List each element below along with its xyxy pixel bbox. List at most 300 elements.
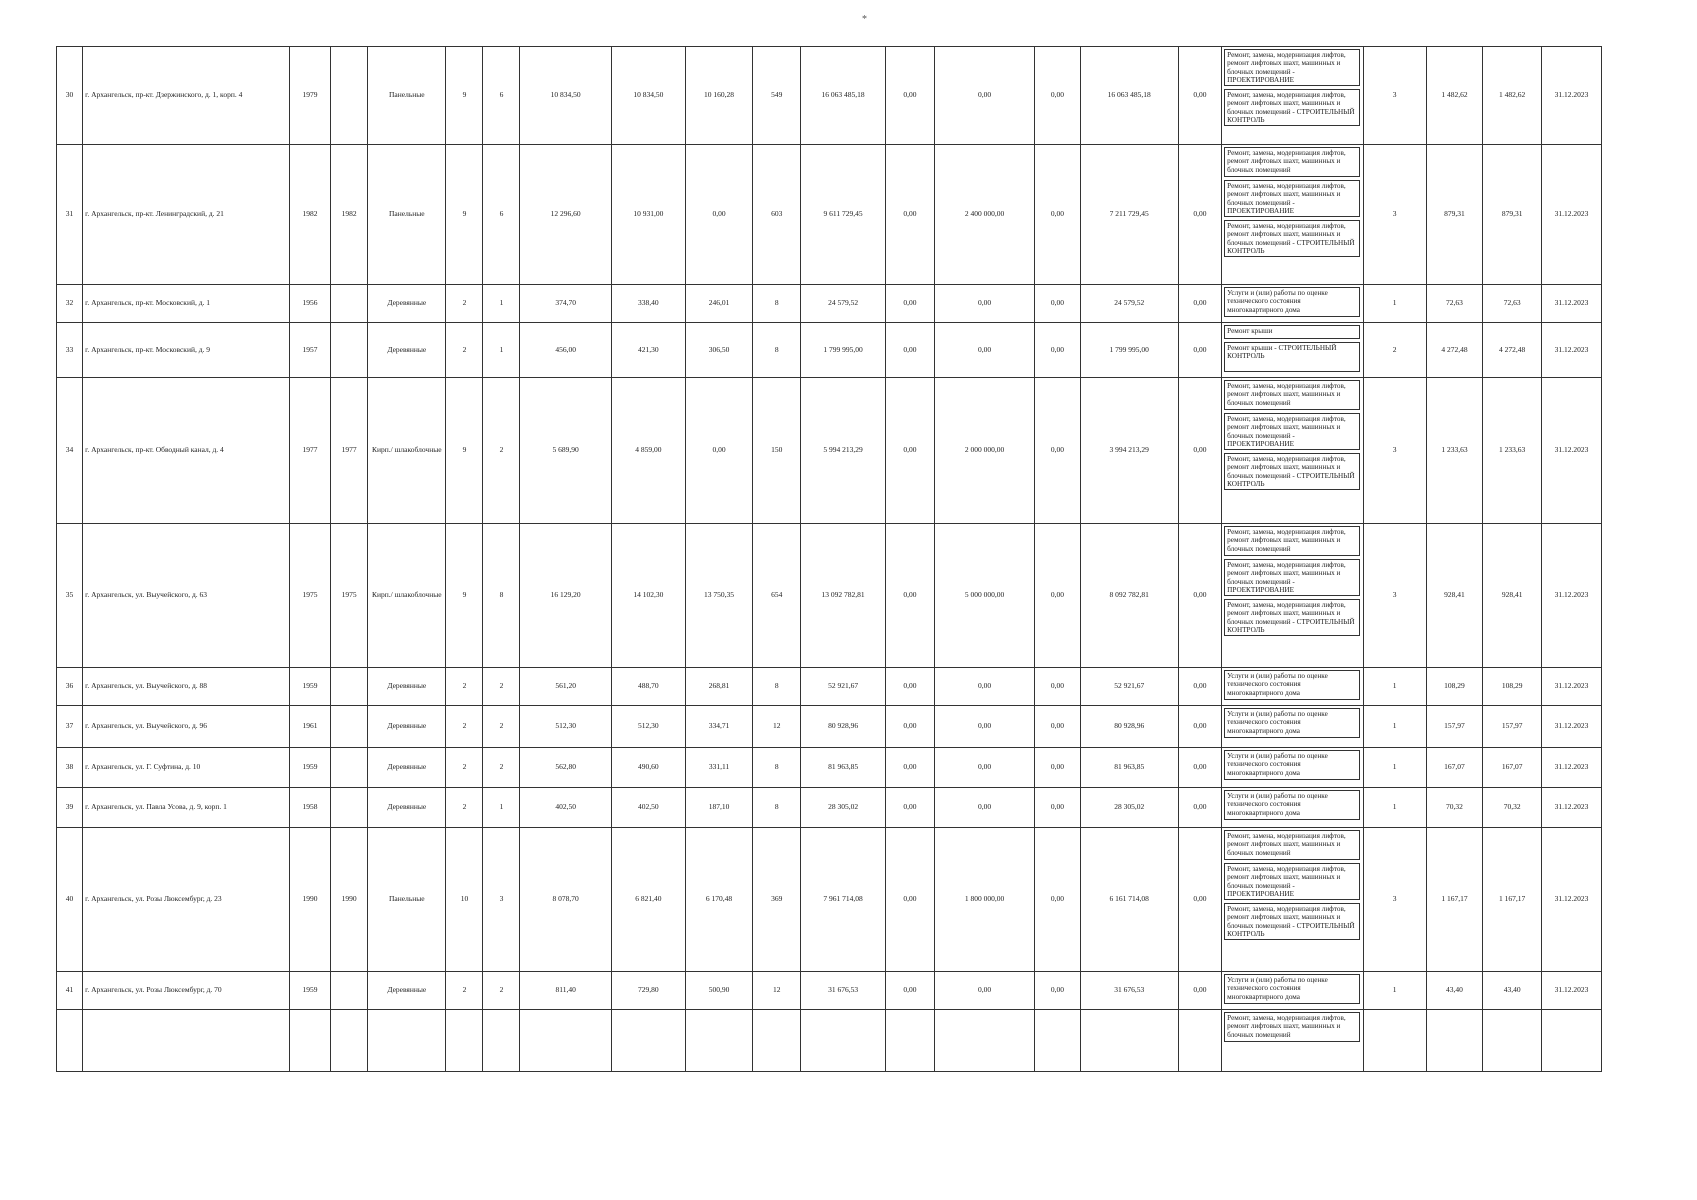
region-cost-cell: 0,00	[934, 706, 1034, 748]
fund-cost-cell	[886, 1010, 935, 1072]
year-commission-cell: 1975	[331, 524, 368, 668]
completion-date-cell: 31.12.2023	[1542, 145, 1602, 285]
other-cost-cell: 0,00	[1178, 706, 1222, 748]
table-row	[57, 524, 1602, 668]
wall-material-cell: Деревянные	[368, 748, 446, 788]
wall-material-cell: Деревянные	[368, 706, 446, 748]
floors-cell: 2	[446, 706, 483, 748]
address-cell: г. Архангельск, ул. Выучейского, д. 96	[83, 706, 290, 748]
living-area-cell: 338,40	[611, 285, 685, 323]
region-cost-cell	[934, 1010, 1034, 1072]
cost-cell: 5 994 213,29	[801, 378, 886, 524]
address-cell: г. Архангельск, пр-кт. Ленинградский, д. 21	[83, 145, 290, 285]
unit-cost-cell: 72,63	[1426, 285, 1483, 323]
total-area-cell: 374,70	[520, 285, 611, 323]
owners-cost-cell: 31 676,53	[1080, 972, 1178, 1010]
row-number: 36	[57, 668, 83, 706]
other-cost-cell: 0,00	[1178, 668, 1222, 706]
table-row	[57, 1010, 1602, 1072]
private-area-cell: 306,50	[685, 323, 752, 378]
owners-cost-cell: 24 579,52	[1080, 285, 1178, 323]
private-area-cell: 246,01	[685, 285, 752, 323]
other-cost-cell: 0,00	[1178, 47, 1222, 145]
entrances-cell: 2	[483, 378, 520, 524]
owners-cost-cell: 52 921,67	[1080, 668, 1178, 706]
year-built-cell: 1959	[289, 668, 330, 706]
wall-material-cell: Панельные	[368, 828, 446, 972]
row-number: 40	[57, 828, 83, 972]
table-row	[57, 285, 1602, 323]
floors-cell: 9	[446, 378, 483, 524]
private-area-cell: 334,71	[685, 706, 752, 748]
region-cost-cell: 0,00	[934, 285, 1034, 323]
local-cost-cell: 0,00	[1035, 145, 1081, 285]
cost-cell: 80 928,96	[801, 706, 886, 748]
address-cell: г. Архангельск, ул. Выучейского, д. 88	[83, 668, 290, 706]
work-item: Ремонт, замена, модернизация лифтов, ремонт лифтовых шахт, машинных и блочных помещений - ПРОЕКТИРОВАНИЕ	[1224, 413, 1359, 450]
unit-cost-cell: 157,97	[1426, 706, 1483, 748]
fund-cost-cell: 0,00	[886, 323, 935, 378]
living-area-cell: 512,30	[611, 706, 685, 748]
cost-cell: 24 579,52	[801, 285, 886, 323]
completion-date-cell: 31.12.2023	[1542, 828, 1602, 972]
works-cell	[1222, 378, 1363, 524]
works-cell	[1222, 1010, 1363, 1072]
row-number: 41	[57, 972, 83, 1010]
owners-cost-cell: 3 994 213,29	[1080, 378, 1178, 524]
entrances-cell: 6	[483, 47, 520, 145]
private-area-cell: 10 160,28	[685, 47, 752, 145]
cost-cell: 31 676,53	[801, 972, 886, 1010]
work-item: Ремонт, замена, модернизация лифтов, ремонт лифтовых шахт, машинных и блочных помещений - СТРОИТЕЛЬНЫЙ КОНТРОЛЬ	[1224, 599, 1359, 636]
unit-cost-cell: 70,32	[1426, 788, 1483, 828]
total-area-cell: 561,20	[520, 668, 611, 706]
max-cost-cell: 157,97	[1483, 706, 1542, 748]
local-cost-cell: 0,00	[1035, 285, 1081, 323]
living-area-cell: 402,50	[611, 788, 685, 828]
work-item: Услуги и (или) работы по оценке технического состояния многоквартирного дома	[1224, 750, 1359, 780]
owners-cost-cell	[1080, 1010, 1178, 1072]
entrances-cell: 2	[483, 748, 520, 788]
address-cell: г. Архангельск, ул. Павла Усова, д. 9, корп. 1	[83, 788, 290, 828]
row-number: 35	[57, 524, 83, 668]
residents-cell: 603	[753, 145, 801, 285]
max-cost-cell: 1 233,63	[1483, 378, 1542, 524]
living-area-cell: 729,80	[611, 972, 685, 1010]
max-cost-cell: 108,29	[1483, 668, 1542, 706]
fund-cost-cell: 0,00	[886, 285, 935, 323]
year-commission-cell	[331, 323, 368, 378]
owners-cost-cell: 1 799 995,00	[1080, 323, 1178, 378]
floors-cell: 2	[446, 972, 483, 1010]
works-cell	[1222, 972, 1363, 1010]
fund-cost-cell: 0,00	[886, 47, 935, 145]
max-cost-cell: 928,41	[1483, 524, 1542, 668]
works-cell	[1222, 748, 1363, 788]
address-cell: г. Архангельск, пр-кт. Дзержинского, д. 1, корп. 4	[83, 47, 290, 145]
floors-cell: 2	[446, 323, 483, 378]
cost-cell: 9 611 729,45	[801, 145, 886, 285]
table-row	[57, 706, 1602, 748]
unit-cost-cell: 928,41	[1426, 524, 1483, 668]
local-cost-cell: 0,00	[1035, 748, 1081, 788]
residents-cell: 654	[753, 524, 801, 668]
other-cost-cell: 0,00	[1178, 323, 1222, 378]
living-area-cell: 10 931,00	[611, 145, 685, 285]
year-built-cell: 1957	[289, 323, 330, 378]
region-cost-cell: 0,00	[934, 972, 1034, 1010]
cost-cell: 81 963,85	[801, 748, 886, 788]
year-commission-cell: 1990	[331, 828, 368, 972]
wall-material-cell: Деревянные	[368, 285, 446, 323]
entrances-cell	[483, 1010, 520, 1072]
total-area-cell: 12 296,60	[520, 145, 611, 285]
cost-cell: 16 063 485,18	[801, 47, 886, 145]
living-area-cell: 488,70	[611, 668, 685, 706]
year-commission-cell	[331, 47, 368, 145]
total-area-cell: 402,50	[520, 788, 611, 828]
local-cost-cell: 0,00	[1035, 828, 1081, 972]
unit-cost-cell	[1426, 1010, 1483, 1072]
work-item: Ремонт крыши	[1224, 325, 1359, 339]
local-cost-cell: 0,00	[1035, 788, 1081, 828]
entrances-cell: 6	[483, 145, 520, 285]
local-cost-cell: 0,00	[1035, 378, 1081, 524]
address-cell: г. Архангельск, ул. Розы Люксембург, д. 23	[83, 828, 290, 972]
total-area-cell	[520, 1010, 611, 1072]
completion-date-cell: 31.12.2023	[1542, 47, 1602, 145]
living-area-cell: 4 859,00	[611, 378, 685, 524]
capital-repair-table	[56, 46, 1602, 1072]
max-cost-cell: 1 167,17	[1483, 828, 1542, 972]
local-cost-cell	[1035, 1010, 1081, 1072]
works-count-cell: 3	[1363, 145, 1426, 285]
other-cost-cell: 0,00	[1178, 788, 1222, 828]
table-row	[57, 748, 1602, 788]
year-commission-cell	[331, 972, 368, 1010]
living-area-cell: 14 102,30	[611, 524, 685, 668]
residents-cell: 12	[753, 706, 801, 748]
year-built-cell: 1975	[289, 524, 330, 668]
year-commission-cell	[331, 285, 368, 323]
residents-cell: 150	[753, 378, 801, 524]
year-built-cell: 1961	[289, 706, 330, 748]
completion-date-cell: 31.12.2023	[1542, 748, 1602, 788]
works-cell	[1222, 47, 1363, 145]
year-built-cell: 1956	[289, 285, 330, 323]
row-number: 33	[57, 323, 83, 378]
region-cost-cell: 0,00	[934, 788, 1034, 828]
row-number: 31	[57, 145, 83, 285]
completion-date-cell: 31.12.2023	[1542, 524, 1602, 668]
fund-cost-cell: 0,00	[886, 748, 935, 788]
cost-cell: 1 799 995,00	[801, 323, 886, 378]
residents-cell	[753, 1010, 801, 1072]
fund-cost-cell: 0,00	[886, 706, 935, 748]
unit-cost-cell: 108,29	[1426, 668, 1483, 706]
cost-cell: 13 092 782,81	[801, 524, 886, 668]
private-area-cell: 13 750,35	[685, 524, 752, 668]
year-built-cell: 1990	[289, 828, 330, 972]
unit-cost-cell: 167,07	[1426, 748, 1483, 788]
unit-cost-cell: 1 482,62	[1426, 47, 1483, 145]
unit-cost-cell: 1 167,17	[1426, 828, 1483, 972]
region-cost-cell: 0,00	[934, 323, 1034, 378]
region-cost-cell: 5 000 000,00	[934, 524, 1034, 668]
owners-cost-cell: 28 305,02	[1080, 788, 1178, 828]
completion-date-cell: 31.12.2023	[1542, 323, 1602, 378]
total-area-cell: 562,80	[520, 748, 611, 788]
entrances-cell: 2	[483, 668, 520, 706]
private-area-cell	[685, 1010, 752, 1072]
completion-date-cell: 31.12.2023	[1542, 706, 1602, 748]
wall-material-cell: Кирп./ шлакоблочные	[368, 378, 446, 524]
works-cell	[1222, 828, 1363, 972]
works-cell	[1222, 668, 1363, 706]
works-count-cell	[1363, 1010, 1426, 1072]
private-area-cell: 331,11	[685, 748, 752, 788]
fund-cost-cell: 0,00	[886, 145, 935, 285]
table-row	[57, 972, 1602, 1010]
wall-material-cell: Деревянные	[368, 972, 446, 1010]
local-cost-cell: 0,00	[1035, 524, 1081, 668]
max-cost-cell: 70,32	[1483, 788, 1542, 828]
work-item: Ремонт, замена, модернизация лифтов, ремонт лифтовых шахт, машинных и блочных помещений - СТРОИТЕЛЬНЫЙ КОНТРОЛЬ	[1224, 220, 1359, 257]
year-commission-cell	[331, 668, 368, 706]
works-cell	[1222, 788, 1363, 828]
private-area-cell: 0,00	[685, 145, 752, 285]
work-item: Ремонт, замена, модернизация лифтов, ремонт лифтовых шахт, машинных и блочных помещений - ПРОЕКТИРОВАНИЕ	[1224, 49, 1359, 86]
max-cost-cell	[1483, 1010, 1542, 1072]
work-item: Услуги и (или) работы по оценке технического состояния многоквартирного дома	[1224, 708, 1359, 738]
total-area-cell: 8 078,70	[520, 828, 611, 972]
wall-material-cell: Панельные	[368, 145, 446, 285]
work-item: Ремонт, замена, модернизация лифтов, ремонт лифтовых шахт, машинных и блочных помещений	[1224, 830, 1359, 860]
completion-date-cell: 31.12.2023	[1542, 668, 1602, 706]
works-count-cell: 3	[1363, 378, 1426, 524]
works-count-cell: 3	[1363, 47, 1426, 145]
local-cost-cell: 0,00	[1035, 706, 1081, 748]
year-built-cell: 1982	[289, 145, 330, 285]
owners-cost-cell: 81 963,85	[1080, 748, 1178, 788]
owners-cost-cell: 8 092 782,81	[1080, 524, 1178, 668]
entrances-cell: 2	[483, 972, 520, 1010]
year-built-cell: 1958	[289, 788, 330, 828]
year-commission-cell	[331, 788, 368, 828]
floors-cell: 10	[446, 828, 483, 972]
other-cost-cell: 0,00	[1178, 524, 1222, 668]
works-count-cell: 1	[1363, 668, 1426, 706]
floors-cell: 9	[446, 145, 483, 285]
residents-cell: 8	[753, 323, 801, 378]
works-count-cell: 3	[1363, 524, 1426, 668]
completion-date-cell: 31.12.2023	[1542, 788, 1602, 828]
table-row	[57, 47, 1602, 145]
max-cost-cell: 4 272,48	[1483, 323, 1542, 378]
residents-cell: 8	[753, 788, 801, 828]
work-item: Ремонт, замена, модернизация лифтов, ремонт лифтовых шахт, машинных и блочных помещений - СТРОИТЕЛЬНЫЙ КОНТРОЛЬ	[1224, 89, 1359, 126]
total-area-cell: 811,40	[520, 972, 611, 1010]
table-row	[57, 323, 1602, 378]
floors-cell: 9	[446, 524, 483, 668]
private-area-cell: 268,81	[685, 668, 752, 706]
wall-material-cell	[368, 1010, 446, 1072]
region-cost-cell: 1 800 000,00	[934, 828, 1034, 972]
owners-cost-cell: 7 211 729,45	[1080, 145, 1178, 285]
table-row	[57, 378, 1602, 524]
unit-cost-cell: 4 272,48	[1426, 323, 1483, 378]
max-cost-cell: 1 482,62	[1483, 47, 1542, 145]
completion-date-cell: 31.12.2023	[1542, 285, 1602, 323]
residents-cell: 549	[753, 47, 801, 145]
completion-date-cell: 31.12.2023	[1542, 378, 1602, 524]
private-area-cell: 500,90	[685, 972, 752, 1010]
fund-cost-cell: 0,00	[886, 788, 935, 828]
fund-cost-cell: 0,00	[886, 378, 935, 524]
row-number: 39	[57, 788, 83, 828]
row-number: 37	[57, 706, 83, 748]
work-item: Услуги и (или) работы по оценке технического состояния многоквартирного дома	[1224, 974, 1359, 1004]
unit-cost-cell: 879,31	[1426, 145, 1483, 285]
year-commission-cell	[331, 706, 368, 748]
address-cell: г. Архангельск, пр-кт. Обводный канал, д. 4	[83, 378, 290, 524]
work-item: Ремонт крыши - СТРОИТЕЛЬНЫЙ КОНТРОЛЬ	[1224, 342, 1359, 372]
year-built-cell	[289, 1010, 330, 1072]
floors-cell	[446, 1010, 483, 1072]
other-cost-cell: 0,00	[1178, 285, 1222, 323]
work-item: Ремонт, замена, модернизация лифтов, ремонт лифтовых шахт, машинных и блочных помещений	[1224, 1012, 1359, 1042]
year-commission-cell	[331, 1010, 368, 1072]
cost-cell: 28 305,02	[801, 788, 886, 828]
total-area-cell: 456,00	[520, 323, 611, 378]
entrances-cell: 3	[483, 828, 520, 972]
work-item: Услуги и (или) работы по оценке технического состояния многоквартирного дома	[1224, 670, 1359, 700]
entrances-cell: 1	[483, 323, 520, 378]
max-cost-cell: 72,63	[1483, 285, 1542, 323]
address-cell: г. Архангельск, ул. Г. Суфтина, д. 10	[83, 748, 290, 788]
entrances-cell: 2	[483, 706, 520, 748]
region-cost-cell: 0,00	[934, 668, 1034, 706]
work-item: Ремонт, замена, модернизация лифтов, ремонт лифтовых шахт, машинных и блочных помещений	[1224, 526, 1359, 556]
works-count-cell: 1	[1363, 748, 1426, 788]
total-area-cell: 16 129,20	[520, 524, 611, 668]
works-count-cell: 1	[1363, 788, 1426, 828]
address-cell: г. Архангельск, пр-кт. Московский, д. 1	[83, 285, 290, 323]
residents-cell: 8	[753, 748, 801, 788]
other-cost-cell: 0,00	[1178, 378, 1222, 524]
row-number	[57, 1010, 83, 1072]
unit-cost-cell: 1 233,63	[1426, 378, 1483, 524]
works-count-cell: 1	[1363, 706, 1426, 748]
owners-cost-cell: 80 928,96	[1080, 706, 1178, 748]
total-area-cell: 5 689,90	[520, 378, 611, 524]
wall-material-cell: Деревянные	[368, 668, 446, 706]
completion-date-cell	[1542, 1010, 1602, 1072]
row-number: 30	[57, 47, 83, 145]
address-cell: г. Архангельск, ул. Выучейского, д. 63	[83, 524, 290, 668]
work-item: Ремонт, замена, модернизация лифтов, ремонт лифтовых шахт, машинных и блочных помещений - СТРОИТЕЛЬНЫЙ КОНТРОЛЬ	[1224, 453, 1359, 490]
floors-cell: 9	[446, 47, 483, 145]
other-cost-cell	[1178, 1010, 1222, 1072]
local-cost-cell: 0,00	[1035, 47, 1081, 145]
wall-material-cell: Кирп./ шлакоблочные	[368, 524, 446, 668]
year-built-cell: 1979	[289, 47, 330, 145]
floors-cell: 2	[446, 788, 483, 828]
address-cell: г. Архангельск, ул. Розы Люксембург, д. 70	[83, 972, 290, 1010]
page-mark: *	[862, 14, 867, 25]
works-cell	[1222, 524, 1363, 668]
residents-cell: 8	[753, 285, 801, 323]
local-cost-cell: 0,00	[1035, 972, 1081, 1010]
year-commission-cell	[331, 748, 368, 788]
year-built-cell: 1977	[289, 378, 330, 524]
works-cell	[1222, 285, 1363, 323]
floors-cell: 2	[446, 668, 483, 706]
living-area-cell: 6 821,40	[611, 828, 685, 972]
row-number: 32	[57, 285, 83, 323]
region-cost-cell: 0,00	[934, 748, 1034, 788]
private-area-cell: 187,10	[685, 788, 752, 828]
fund-cost-cell: 0,00	[886, 668, 935, 706]
year-commission-cell: 1977	[331, 378, 368, 524]
work-item: Ремонт, замена, модернизация лифтов, ремонт лифтовых шахт, машинных и блочных помещений	[1224, 147, 1359, 177]
other-cost-cell: 0,00	[1178, 748, 1222, 788]
cost-cell: 52 921,67	[801, 668, 886, 706]
entrances-cell: 1	[483, 285, 520, 323]
work-item: Ремонт, замена, модернизация лифтов, ремонт лифтовых шахт, машинных и блочных помещений - ПРОЕКТИРОВАНИЕ	[1224, 863, 1359, 900]
residents-cell: 8	[753, 668, 801, 706]
works-count-cell: 3	[1363, 828, 1426, 972]
residents-cell: 12	[753, 972, 801, 1010]
other-cost-cell: 0,00	[1178, 145, 1222, 285]
region-cost-cell: 0,00	[934, 47, 1034, 145]
fund-cost-cell: 0,00	[886, 524, 935, 668]
year-commission-cell: 1982	[331, 145, 368, 285]
other-cost-cell: 0,00	[1178, 972, 1222, 1010]
living-area-cell: 490,60	[611, 748, 685, 788]
max-cost-cell: 167,07	[1483, 748, 1542, 788]
work-item: Услуги и (или) работы по оценке технического состояния многоквартирного дома	[1224, 287, 1359, 317]
year-built-cell: 1959	[289, 748, 330, 788]
works-count-cell: 1	[1363, 972, 1426, 1010]
address-cell	[83, 1010, 290, 1072]
year-built-cell: 1959	[289, 972, 330, 1010]
address-cell: г. Архангельск, пр-кт. Московский, д. 9	[83, 323, 290, 378]
row-number: 34	[57, 378, 83, 524]
living-area-cell: 421,30	[611, 323, 685, 378]
completion-date-cell: 31.12.2023	[1542, 972, 1602, 1010]
table-row	[57, 145, 1602, 285]
works-cell	[1222, 706, 1363, 748]
region-cost-cell: 2 400 000,00	[934, 145, 1034, 285]
max-cost-cell: 879,31	[1483, 145, 1542, 285]
living-area-cell	[611, 1010, 685, 1072]
floors-cell: 2	[446, 285, 483, 323]
other-cost-cell: 0,00	[1178, 828, 1222, 972]
work-item: Ремонт, замена, модернизация лифтов, ремонт лифтовых шахт, машинных и блочных помещений - ПРОЕКТИРОВАНИЕ	[1224, 559, 1359, 596]
work-item: Ремонт, замена, модернизация лифтов, ремонт лифтовых шахт, машинных и блочных помещений - СТРОИТЕЛЬНЫЙ КОНТРОЛЬ	[1224, 903, 1359, 940]
private-area-cell: 0,00	[685, 378, 752, 524]
floors-cell: 2	[446, 748, 483, 788]
local-cost-cell: 0,00	[1035, 323, 1081, 378]
total-area-cell: 10 834,50	[520, 47, 611, 145]
private-area-cell: 6 170,48	[685, 828, 752, 972]
wall-material-cell: Панельные	[368, 47, 446, 145]
local-cost-cell: 0,00	[1035, 668, 1081, 706]
region-cost-cell: 2 000 000,00	[934, 378, 1034, 524]
owners-cost-cell: 16 063 485,18	[1080, 47, 1178, 145]
residents-cell: 369	[753, 828, 801, 972]
